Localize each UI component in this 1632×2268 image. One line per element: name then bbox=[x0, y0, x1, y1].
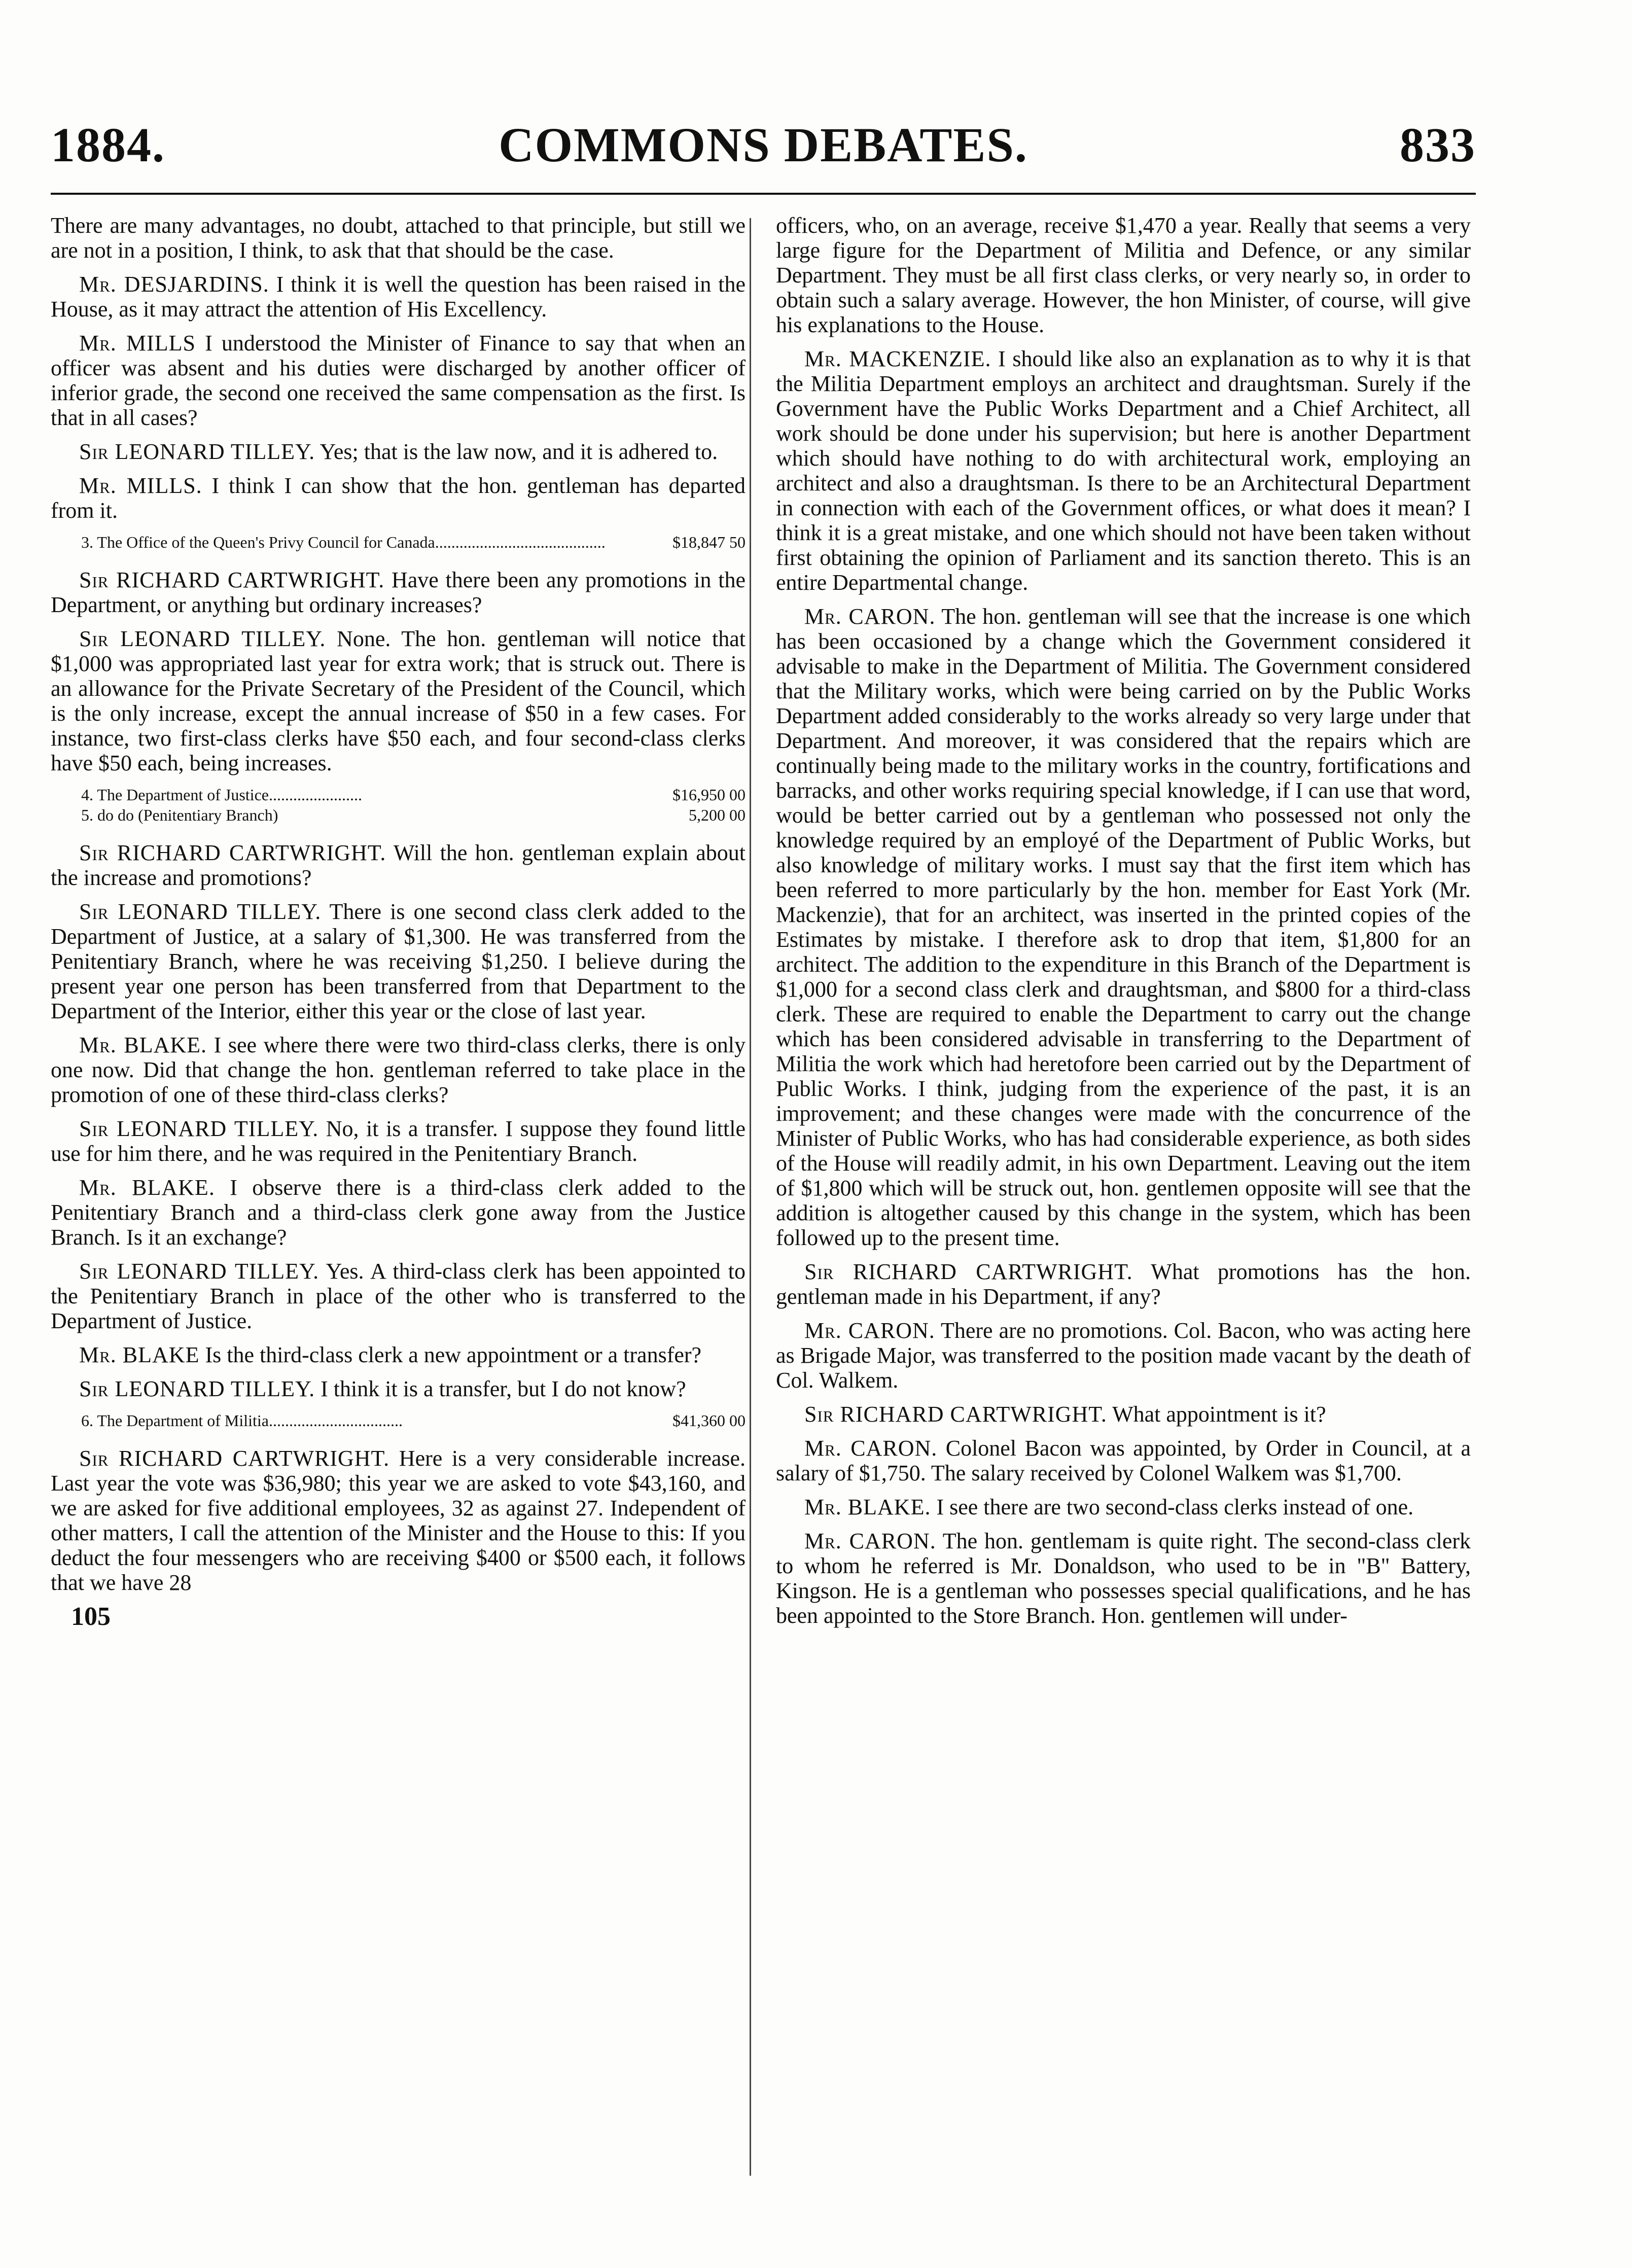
estimate-label: 5. do do (Penitentiary Branch) bbox=[81, 806, 278, 824]
column-divider bbox=[750, 218, 751, 2176]
signature-mark: 105 bbox=[71, 1602, 111, 1631]
estimate-label: 6. The Department of Militia................................. bbox=[81, 1411, 403, 1430]
estimate-label: 4. The Department of Justice....................... bbox=[81, 786, 362, 804]
speaker-name: Sir LEONARD TILLEY. bbox=[79, 1259, 320, 1284]
paragraph: Sir LEONARD TILLEY. No, it is a transfer. I suppose they found little use for him there, and he was required in the Penitentiary Branch. bbox=[51, 1116, 746, 1166]
paragraph: Sir RICHARD CARTWRIGHT. What appointment is it? bbox=[804, 1402, 1326, 1427]
paragraph: Mr. CARON. The hon. gentlemam is quite right. The second-class clerk to whom he referred is Mr. Donaldson, who used to be in "B" Battery, Kingson. He is a gentleman who possesses special qualifications, and he has been appointed to the Store Branch. Hon. gentlemen will under- bbox=[776, 1529, 1471, 1628]
page-header bbox=[51, 117, 1476, 183]
estimate-amount: $18,847 50 bbox=[672, 533, 746, 551]
speaker-name: Sir LEONARD TILLEY. bbox=[79, 1116, 319, 1141]
right-column bbox=[776, 213, 1471, 1637]
paragraph: Mr. BLAKE. I see where there were two third-class clerks, there is only one now. Did that change the hon. gentleman referred to take place in the promotion of one of these third-class clerks? bbox=[51, 1033, 746, 1107]
speaker-name: Sir LEONARD TILLEY. bbox=[79, 626, 326, 651]
paragraph: Mr. BLAKE. I observe there is a third-class clerk added to the Penitentiary Branch and a third-class clerk gone away from the Justice Branch. Is it an exchange? bbox=[51, 1175, 746, 1250]
speaker-name: Mr. BLAKE. bbox=[79, 1033, 207, 1057]
estimate-item bbox=[81, 805, 746, 825]
paragraph: officers, who, on an average, receive $1,470 a year. Really that seems a very large figure for the Department of Militia and Defence, or any similar Department. They must be all first class clerks, or very nearly so, in order to obtain such a salary average. However, the hon Minister, of course, will give his explanations to the House. bbox=[776, 213, 1471, 337]
speaker-name: Mr. DESJARDINS. bbox=[79, 272, 269, 297]
header-rule bbox=[51, 193, 1476, 195]
paragraph: Mr. DESJARDINS. I think it is well the question has been raised in the House, as it may attract the attention of His Excellency. bbox=[51, 272, 746, 322]
speaker-name: Mr. MILLS. bbox=[79, 473, 202, 498]
paragraph: Mr. BLAKE. I see there are two second-class clerks instead of one. bbox=[804, 1495, 1414, 1519]
page-title: COMMONS DEBATES. bbox=[499, 118, 1028, 172]
speaker-name: Sir LEONARD TILLEY. bbox=[79, 439, 315, 464]
speaker-name: Mr. MACKENZIE. bbox=[804, 346, 991, 371]
speaker-name: Mr. CARON. bbox=[804, 1318, 935, 1343]
paragraph: Mr. CARON. Colonel Bacon was appointed, by Order in Council, at a salary of $1,750. The salary received by Colonel Walkem was $1,700. bbox=[776, 1436, 1471, 1485]
speaker-name: Mr. BLAKE. bbox=[804, 1495, 931, 1519]
paragraph: Sir LEONARD TILLEY. Yes; that is the law now, and it is adhered to. bbox=[79, 439, 718, 464]
paragraph: Sir LEONARD TILLEY. I think it is a transfer, but I do not know? bbox=[79, 1376, 686, 1401]
speaker-name: Sir RICHARD CARTWRIGHT. bbox=[79, 840, 386, 865]
speaker-name: Mr. BLAKE. bbox=[79, 1175, 215, 1200]
speaker-name: Sir RICHARD CARTWRIGHT. bbox=[804, 1259, 1133, 1284]
speaker-name: Mr. CARON. bbox=[804, 1529, 936, 1553]
estimate-item bbox=[81, 785, 746, 805]
paragraph: Mr. BLAKE Is the third-class clerk a new appointment or a transfer? bbox=[79, 1342, 702, 1367]
paragraph: Sir LEONARD TILLEY. There is one second class clerk added to the Department of Justice, at a salary of $1,300. He was transferred from the Penitentiary Branch, where he was receiving $1,250. I believe during the present year one person has been transferred from that Department to the Department of the Interior, either this year or the close of last year. bbox=[51, 899, 746, 1023]
paragraph: Mr. CARON. The hon. gentleman will see that the increase is one which has been occasioned by a change which the Government considered it advisable to make in the Department of Militia. The Government considered that the Military works, which were being carried on by the Public Works Department added considerably to the works already so very large under that Department. And moreover, it was considered that the repairs which are continually being made to the military works in the country, fortifications and barracks, and other works requiring special knowledge, if I can use that word, would be better carried out by a gentleman who possessed not only the knowledge required by an employé of the Department of Public Works, but also knowledge of military works. I must say that the first item which has been referred to more particularly by the hon. member for East York (Mr. Mackenzie), that for an architect, was inserted in the printed copies of the Estimates by mistake. I therefore ask to drop that item, $1,800 for an architect. The addition to the expenditure in this Branch of the Department is $1,000 for a second class clerk and draughtsman, and $800 for a third-class clerk. These are required to enable the Department to carry out the change which has been considered advisable in transferring to the Department of Militia the work which had heretofore been carried out by the Department of Public Works. I think, judging from the experience of the past, it is an improvement; and these changes were made with the concurrence of the Minister of Public Works, who has had considerable experience, as both sides of the House will readily admit, in his own Department. Leaving out the item of $1,800 which will be struck out, hon. gentlemen opposite will see that the addition is altogether caused by this change in the system, which has been followed up to the present time. bbox=[776, 604, 1471, 1250]
speaker-name: Mr. CARON. bbox=[804, 1436, 938, 1461]
paragraph: Sir RICHARD CARTWRIGHT. What promotions has the hon. gentleman made in his Department, if any? bbox=[776, 1259, 1471, 1309]
speaker-name: Mr. MILLS bbox=[79, 331, 196, 356]
estimate-item bbox=[81, 1410, 746, 1431]
paragraph: Sir RICHARD CARTWRIGHT. Will the hon. gentleman explain about the increase and promotions? bbox=[51, 840, 746, 890]
estimate-amount: $41,360 00 bbox=[672, 1411, 746, 1430]
estimate-amount: 5,200 00 bbox=[689, 806, 746, 824]
paragraph: Sir LEONARD TILLEY. Yes. A third-class clerk has been appointed to the Penitentiary Branch in place of the other who is transferred to the Department of Justice. bbox=[51, 1259, 746, 1333]
speaker-name: Sir RICHARD CARTWRIGHT. bbox=[804, 1402, 1107, 1427]
page-number: 833 bbox=[1400, 118, 1476, 172]
speaker-name: Mr. CARON. bbox=[804, 604, 936, 629]
page-year: 1884. bbox=[51, 118, 165, 172]
speaker-name: Sir RICHARD CARTWRIGHT. bbox=[79, 568, 385, 592]
speaker-name: Sir RICHARD CARTWRIGHT. bbox=[79, 1446, 390, 1471]
speaker-name: Mr. BLAKE bbox=[79, 1342, 200, 1367]
paragraph: Sir RICHARD CARTWRIGHT. Here is a very considerable increase. Last year the vote was $36,980; this year we are asked to vote $43,160, and we are asked for five additional employees, 32 as against 27. Independent of other matters, I call the attention of the Minister and the House to this: If you deduct the four messengers who are receiving $400 or $500 each, it follows that we have 28 bbox=[51, 1446, 746, 1595]
paragraph: Mr. MILLS I understood the Minister of Finance to say that when an officer was absent and his duties were discharged by another officer of inferior grade, the second one received the same compensation as the first. Is that in all cases? bbox=[51, 331, 746, 430]
estimate-item bbox=[81, 532, 746, 552]
paragraph: Mr. CARON. There are no promotions. Col. Bacon, who was acting here as Brigade Major, was transferred to the position made vacant by the death of Col. Walkem. bbox=[776, 1318, 1471, 1393]
paragraph: Mr. MILLS. I think I can show that the hon. gentleman has departed from it. bbox=[51, 473, 746, 523]
estimate-label: 3. The Office of the Queen's Privy Council for Canada.......................................... bbox=[81, 533, 606, 551]
paragraph: There are many advantages, no doubt, attached to that principle, but still we are not in a position, I think, to ask that that should be the case. bbox=[51, 213, 746, 263]
speaker-name: Sir LEONARD TILLEY. bbox=[79, 1376, 315, 1401]
estimate-item-group bbox=[81, 785, 746, 825]
estimate-amount: $16,950 00 bbox=[672, 786, 746, 804]
speaker-name: Sir LEONARD TILLEY. bbox=[79, 899, 322, 924]
left-column bbox=[51, 213, 746, 1629]
paragraph: Sir LEONARD TILLEY. None. The hon. gentleman will notice that $1,000 was appropriated last year for extra work; that is struck out. There is an allowance for the Private Secretary of the President of the Council, which is the only increase, except the annual increase of $50 in a few cases. For instance, two first-class clerks have $50 each, and four second-class clerks have $50 each, being increases. bbox=[51, 626, 746, 775]
paragraph: Mr. MACKENZIE. I should like also an explanation as to why it is that the Militia Department employs an architect and draughtsman. Surely if the Government have the Public Works Department and a Chief Architect, all work should be done under his supervision; but here is another Department which should have nothing to do with architectural work, employing an architect and also a draughtsman. Is there to be an Architectural Department in connection with each of the Government offices, or what does it mean? I think it is a great mistake, and one which should not have been taken without first obtaining the opinion of Parliament and its sanction thereto. This is an entire Departmental change. bbox=[776, 346, 1471, 595]
paragraph: Sir RICHARD CARTWRIGHT. Have there been any promotions in the Department, or anything but ordinary increases? bbox=[51, 568, 746, 617]
